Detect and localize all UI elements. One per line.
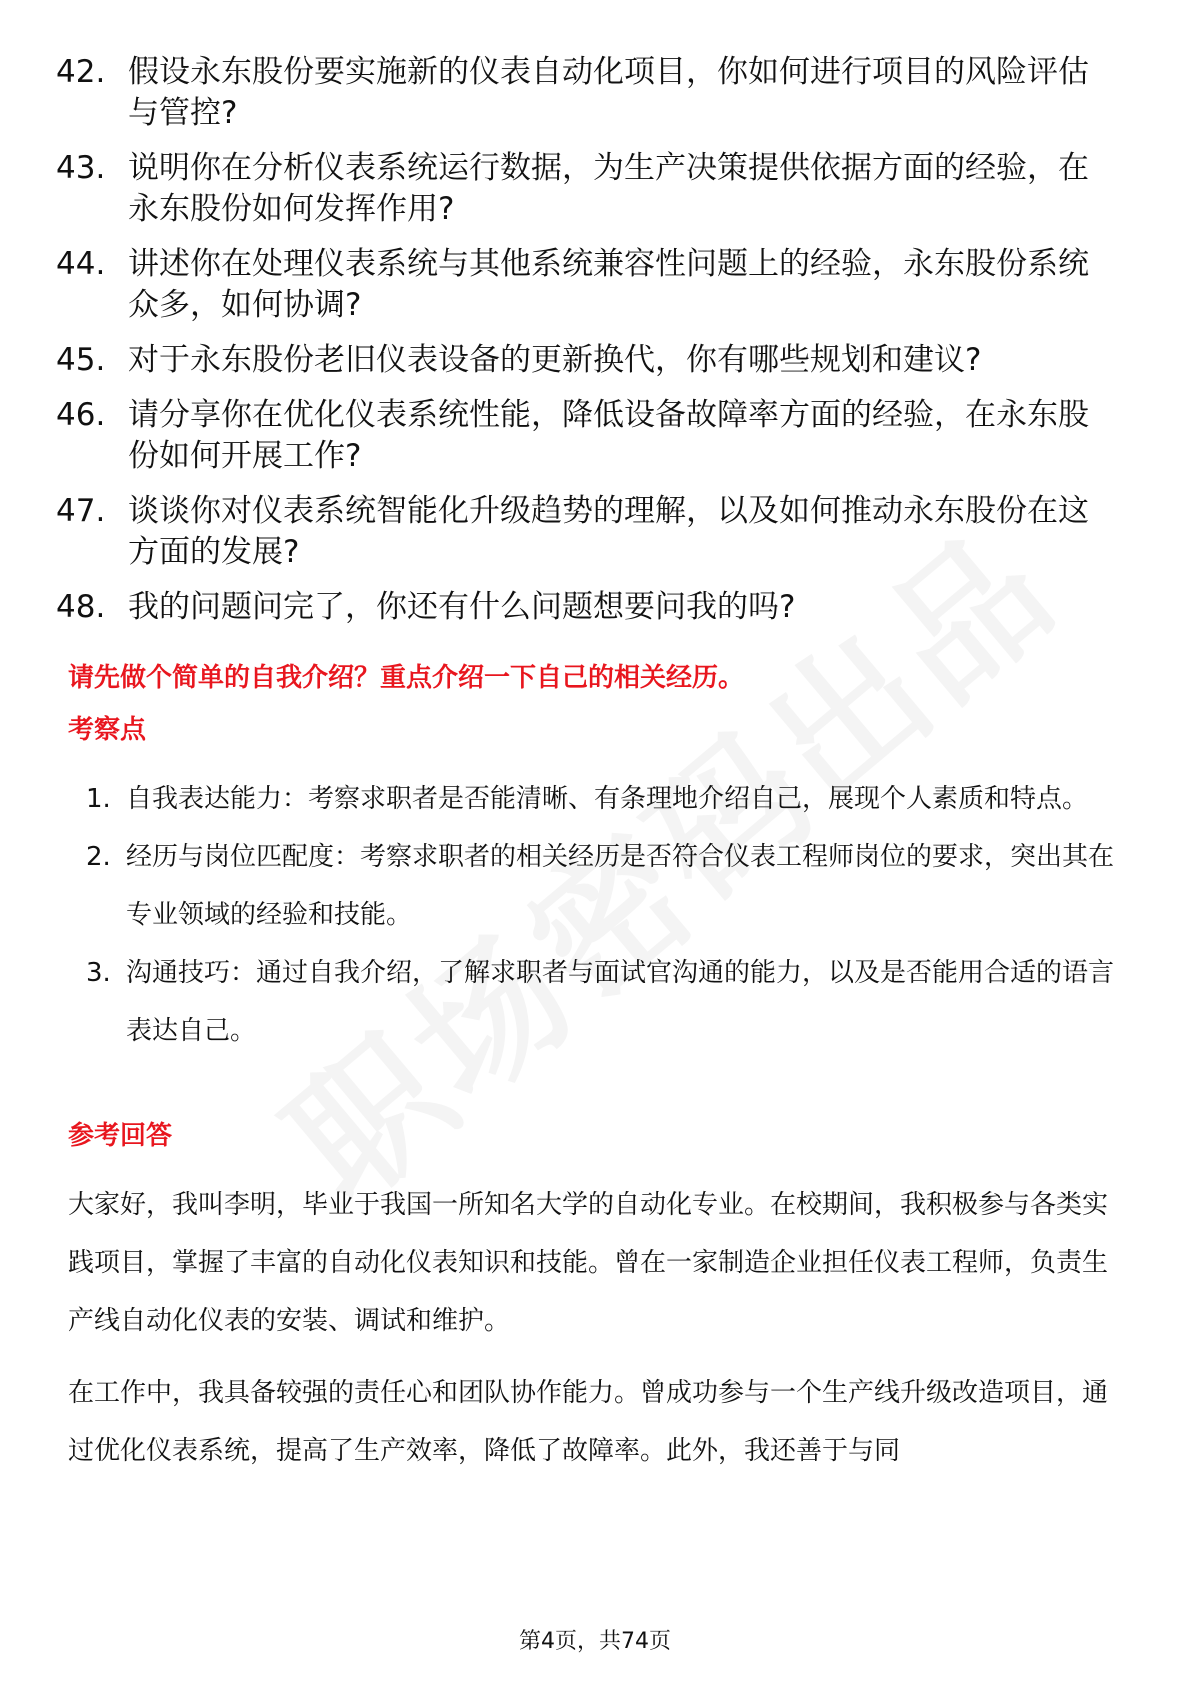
answer-paragraph: 在工作中，我具备较强的责任心和团队协作能力。曾成功参与一个生产线升级改造项目，通过优化仪表系统，提高了生产效率，降低了故障率。此外，我还善于与同 bbox=[68, 1378, 1109, 1466]
point-text: 经历与岗位匹配度：考察求职者的相关经历是否符合仪表工程师岗位的要求，突出其在专业领域的经验和技能。 bbox=[126, 842, 1115, 930]
points-heading: 考察点 bbox=[68, 715, 147, 745]
question-number: 42. bbox=[56, 54, 106, 90]
question-item bbox=[56, 340, 1116, 381]
question-item bbox=[56, 587, 1116, 628]
question-text: 假设永东股份要实施新的仪表自动化项目，你如何进行项目的风险评估与管控? bbox=[128, 54, 1089, 131]
point-text: 沟通技巧：通过自我介绍，了解求职者与面试官沟通的能力，以及是否能用合适的语言表达自己。 bbox=[126, 958, 1115, 1046]
question-number: 43. bbox=[56, 150, 106, 186]
question-item bbox=[56, 395, 1116, 477]
answer-paragraph: 大家好，我叫李明，毕业于我国一所知名大学的自动化专业。在校期间，我积极参与各类实践项目，掌握了丰富的自动化仪表知识和技能。曾在一家制造企业担任仪表工程师，负责生产线自动化仪表的安装、调试和维护。 bbox=[68, 1190, 1109, 1336]
question-item bbox=[56, 491, 1116, 573]
point-item bbox=[86, 944, 1116, 1060]
question-number: 47. bbox=[56, 493, 106, 529]
question-number: 44. bbox=[56, 246, 106, 282]
point-number: 3. bbox=[86, 958, 111, 988]
point-item bbox=[86, 770, 1116, 828]
question-number: 46. bbox=[56, 397, 106, 433]
page-footer: 第4页，共74页 bbox=[519, 1629, 671, 1654]
question-text: 请分享你在优化仪表系统性能，降低设备故障率方面的经验，在永东股份如何开展工作? bbox=[128, 397, 1089, 474]
point-text: 自我表达能力：考察求职者是否能清晰、有条理地介绍自己，展现个人素质和特点。 bbox=[126, 784, 1089, 814]
answer-heading: 参考回答 bbox=[68, 1121, 173, 1151]
question-text: 说明你在分析仪表系统运行数据，为生产决策提供依据方面的经验，在永东股份如何发挥作用? bbox=[128, 150, 1089, 227]
point-item bbox=[86, 828, 1116, 944]
question-item bbox=[56, 52, 1116, 134]
point-number: 2. bbox=[86, 842, 111, 872]
question-number: 48. bbox=[56, 589, 106, 625]
point-number: 1. bbox=[86, 784, 111, 814]
points-list bbox=[86, 770, 1116, 1060]
question-text: 讲述你在处理仪表系统与其他系统兼容性问题上的经验，永东股份系统众多，如何协调? bbox=[128, 246, 1089, 323]
question-number: 45. bbox=[56, 342, 106, 378]
question-text: 对于永东股份老旧仪表设备的更新换代，你有哪些规划和建议? bbox=[128, 342, 982, 378]
question-item bbox=[56, 148, 1116, 230]
question-text: 我的问题问完了，你还有什么问题想要问我的吗? bbox=[128, 589, 796, 625]
question-text: 谈谈你对仪表系统智能化升级趋势的理解，以及如何推动永东股份在这方面的发展? bbox=[128, 493, 1089, 570]
question-item bbox=[56, 244, 1116, 326]
question-list bbox=[56, 52, 1116, 642]
interview-question-heading: 请先做个简单的自我介绍？重点介绍一下自己的相关经历。 bbox=[68, 663, 745, 693]
